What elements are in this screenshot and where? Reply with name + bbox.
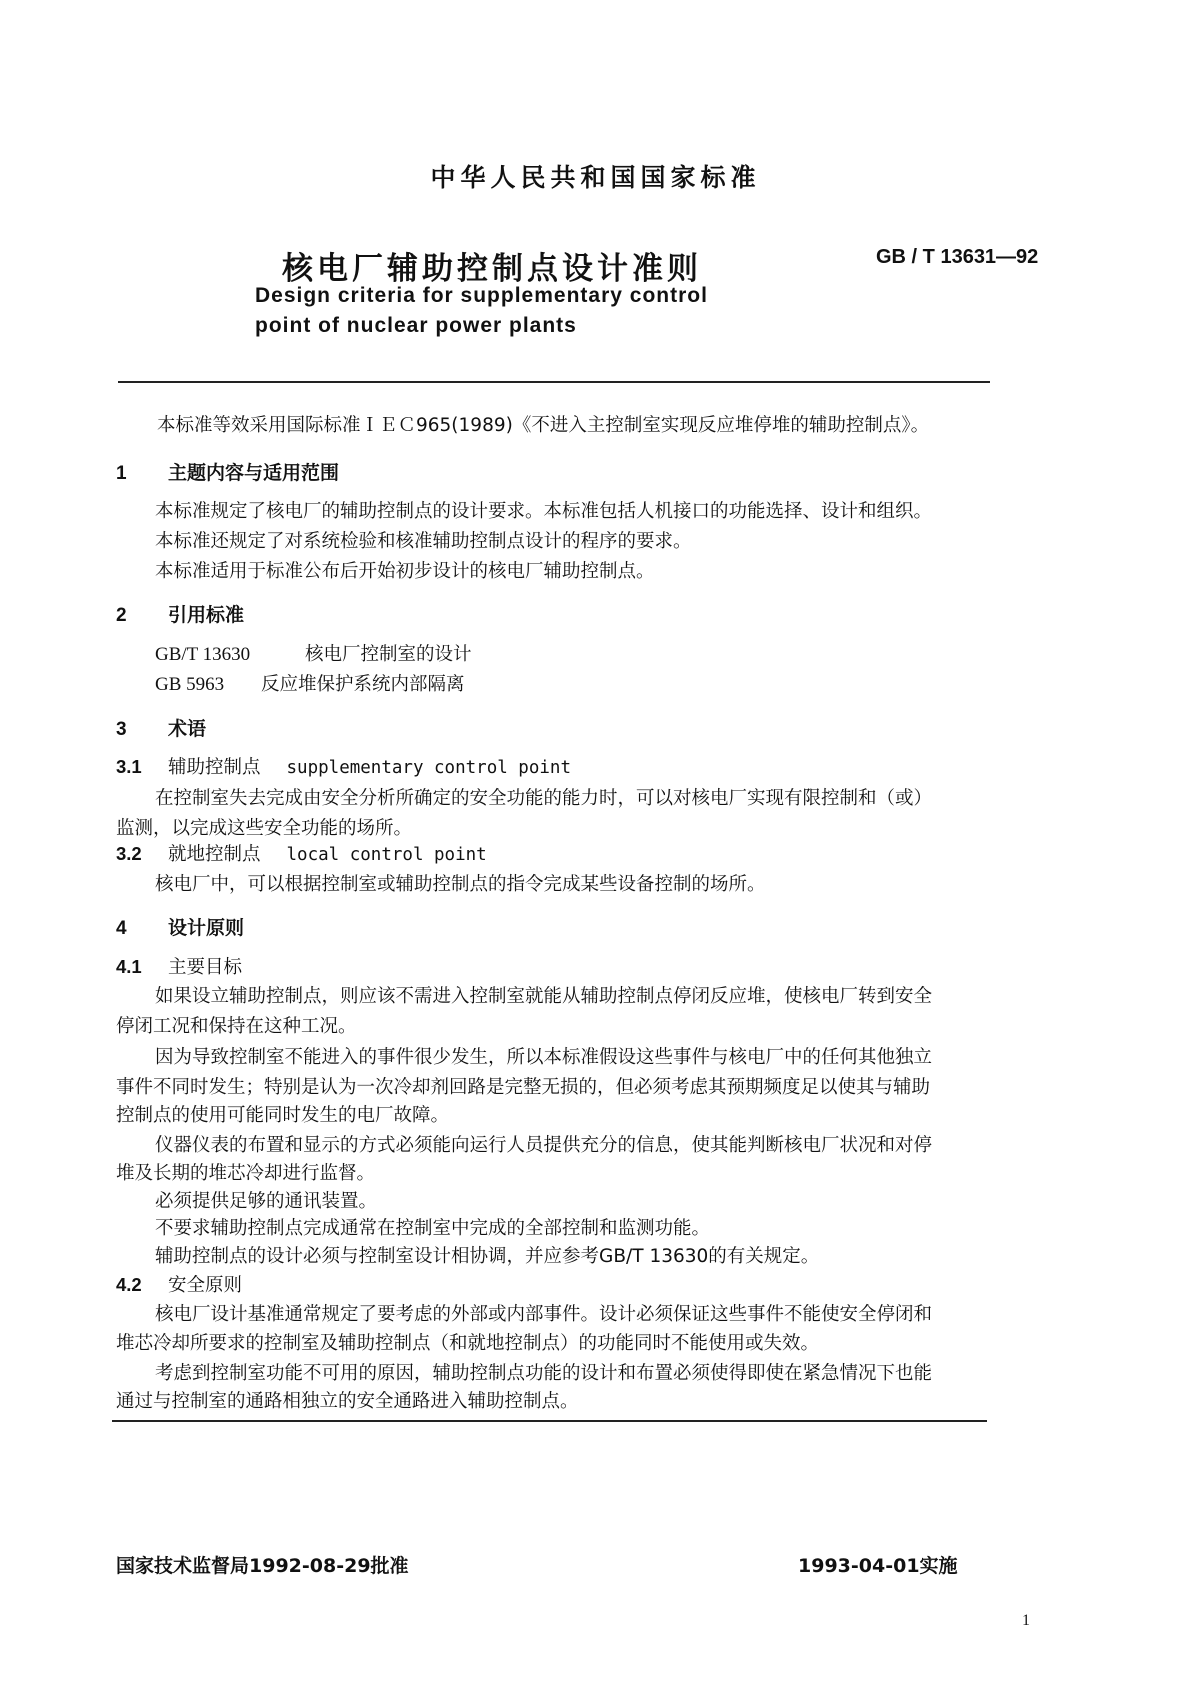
subsection-number: 3.2 — [116, 843, 142, 864]
footer-divider — [112, 1420, 987, 1422]
intro-paragraph: 本标准等效采用国际标准ＩＥＣ965(1989)《不进入主控制室实现反应堆停堆的辅助控制点》。 — [157, 415, 930, 436]
term-en: local control point — [286, 845, 487, 865]
term-3-1-definition-line-1: 在控制室失去完成由安全分析所确定的安全功能的能力时，可以对核电厂实现有限控制和（或） — [155, 788, 933, 809]
header-divider — [118, 381, 990, 383]
s41-line-2: 停闭工况和保持在这种工况。 — [116, 1016, 357, 1037]
section-3-heading — [116, 714, 206, 741]
subsection-4-2-heading — [116, 1271, 242, 1297]
subsection-number: 4.2 — [116, 1274, 142, 1295]
s1-paragraph-1: 本标准规定了核电厂的辅助控制点的设计要求。本标准包括人机接口的功能选择、设计和组织。 — [155, 501, 933, 522]
subsection-title: 主要目标 — [168, 957, 243, 978]
section-title: 术语 — [168, 718, 207, 740]
s41-line-10: 辅助控制点的设计必须与控制室设计相协调，并应参考GB/T 13630的有关规定。 — [155, 1246, 820, 1267]
section-title: 设计原则 — [168, 917, 245, 939]
section-4-heading — [116, 913, 244, 940]
reference-item — [155, 640, 472, 666]
s42-line-1: 核电厂设计基准通常规定了要考虑的外部或内部事件。设计必须保证这些事件不能使安全停闭和 — [155, 1304, 933, 1325]
english-title-line-1: Design criteria for supplementary control — [255, 284, 708, 307]
reference-title: 反应堆保护系统内部隔离 — [261, 674, 465, 695]
s1-paragraph-2: 本标准还规定了对系统检验和核准辅助控制点设计的程序的要求。 — [155, 531, 692, 552]
section-title: 引用标准 — [168, 604, 245, 626]
s41-line-8: 必须提供足够的通讯装置。 — [155, 1191, 378, 1212]
reference-title: 核电厂控制室的设计 — [305, 644, 472, 665]
english-title-line-2: point of nuclear power plants — [255, 314, 577, 337]
reference-code: GB/T 13630 — [155, 644, 251, 665]
section-number: 2 — [116, 605, 127, 626]
term-3-1-definition-line-2: 监测，以完成这些安全功能的场所。 — [116, 818, 413, 839]
subsection-title: 安全原则 — [168, 1275, 243, 1296]
s41-line-6: 仪器仪表的布置和显示的方式必须能向运行人员提供充分的信息，使其能判断核电厂状况和对停 — [155, 1135, 933, 1156]
subsection-number: 3.1 — [116, 756, 142, 777]
s41-line-1: 如果设立辅助控制点，则应该不需进入控制室就能从辅助控制点停闭反应堆，使核电厂转到安全 — [155, 986, 933, 1007]
section-number: 1 — [116, 463, 127, 484]
section-number: 3 — [116, 719, 127, 740]
national-standard-heading: 中华人民共和国国家标准 — [430, 163, 761, 192]
term-cn: 辅助控制点 — [168, 757, 261, 778]
s41-line-3: 因为导致控制室不能进入的事件很少发生，所以本标准假设这些事件与核电厂中的任何其他独立 — [155, 1047, 933, 1068]
subsection-4-1-heading — [116, 953, 242, 979]
s41-line-4: 事件不同时发生；特别是认为一次冷却剂回路是完整无损的，但必须考虑其预期频度足以使其与辅助 — [116, 1077, 931, 1098]
effective-date: 1993-04-01实施 — [798, 1555, 958, 1577]
approval-date: 国家技术监督局1992-08-29批准 — [116, 1555, 409, 1577]
section-title: 主题内容与适用范围 — [168, 462, 340, 484]
s1-paragraph-3: 本标准适用于标准公布后开始初步设计的核电厂辅助控制点。 — [155, 561, 655, 582]
standard-code: GB / T 13631—92 — [876, 246, 1039, 268]
reference-code: GB 5963 — [155, 674, 225, 695]
term-cn: 就地控制点 — [168, 844, 261, 865]
term-3-2 — [116, 840, 487, 866]
s41-line-5: 控制点的使用可能同时发生的电厂故障。 — [116, 1105, 450, 1126]
subsection-number: 4.1 — [116, 956, 142, 977]
s42-line-2: 堆芯冷却所要求的控制室及辅助控制点（和就地控制点）的功能同时不能使用或失效。 — [116, 1333, 820, 1354]
s41-line-9: 不要求辅助控制点完成通常在控制室中完成的全部控制和监测功能。 — [155, 1218, 711, 1239]
s42-line-4: 通过与控制室的通路相独立的安全通路进入辅助控制点。 — [116, 1391, 579, 1412]
term-3-2-definition: 核电厂中，可以根据控制室或辅助控制点的指令完成某些设备控制的场所。 — [155, 874, 766, 895]
term-en: supplementary control point — [286, 758, 571, 778]
reference-item — [155, 670, 465, 696]
page-number: 1 — [1022, 1612, 1030, 1629]
section-1-heading — [116, 458, 339, 485]
s41-line-7: 堆及长期的堆芯冷却进行监督。 — [116, 1163, 376, 1184]
section-2-heading — [116, 600, 244, 627]
s42-line-3: 考虑到控制室功能不可用的原因，辅助控制点功能的设计和布置必须使得即使在紧急情况下也能 — [155, 1363, 933, 1384]
term-3-1 — [116, 753, 571, 779]
document-title: 核电厂辅助控制点设计准则 — [282, 251, 702, 287]
section-number: 4 — [116, 918, 127, 939]
